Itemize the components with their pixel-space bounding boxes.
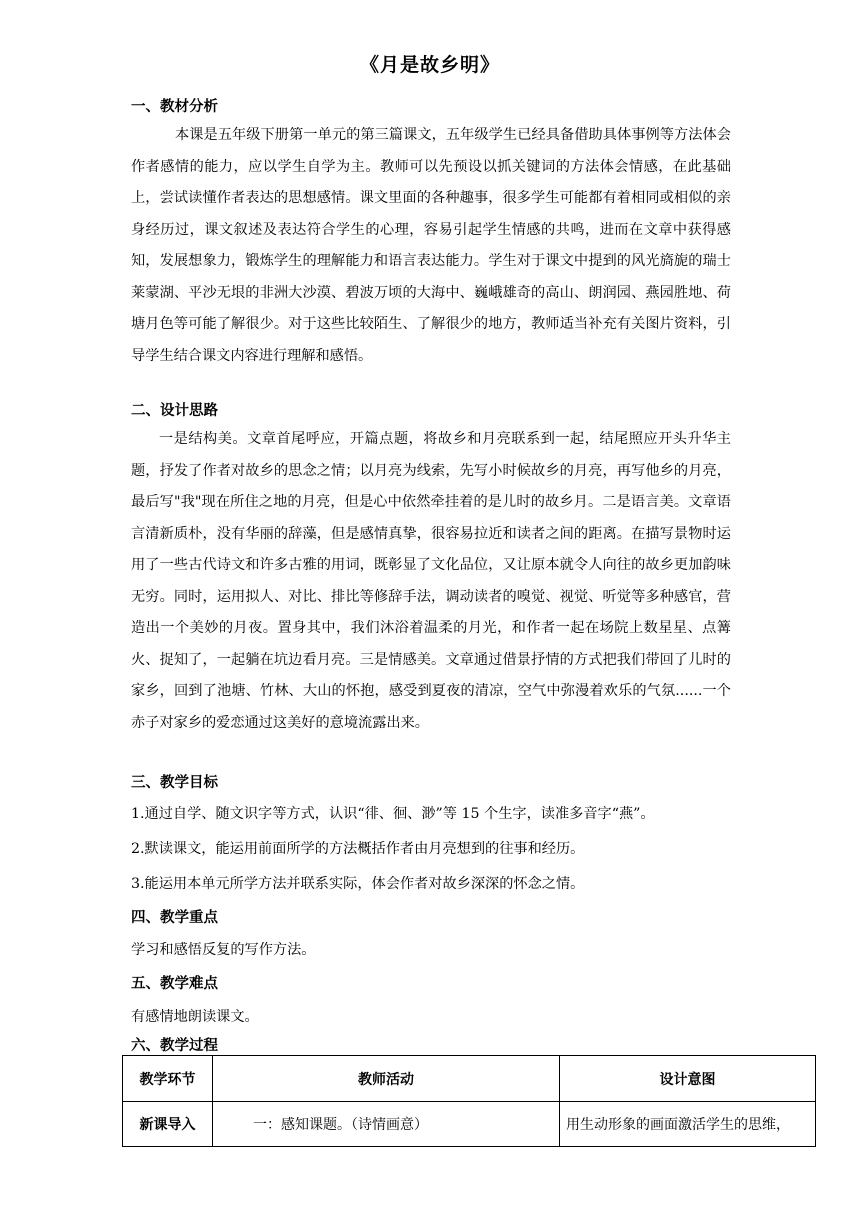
teaching-process-table: [122, 1055, 816, 1147]
section-heading-objectives: 三、教学目标: [131, 775, 218, 791]
section-heading-key-points: 四、教学重点: [131, 910, 218, 926]
table-header-teacher-activity: 教师活动: [213, 1056, 560, 1102]
section-heading-difficulties: 五、教学难点: [131, 976, 218, 992]
table-cell-teacher-activity: 一：感知课题。（诗情画意）: [213, 1102, 560, 1147]
table-header-design-intent: 设计意图: [560, 1056, 816, 1102]
table-header-row: [123, 1056, 816, 1102]
document-title: 《月是故乡明》: [359, 54, 500, 76]
objective-item-3: 3.能运用本单元所学方法并联系实际，体会作者对故乡深深的怀念之情。: [131, 876, 585, 892]
key-points-text: 学习和感悟反复的写作方法。: [131, 942, 316, 958]
table-cell-stage: 新课导入: [123, 1102, 213, 1147]
section-heading-analysis: 一、教材分析: [131, 99, 218, 115]
objective-item-2: 2.默读课文，能运用前面所学的方法概括作者由月亮想到的往事和经历。: [131, 841, 585, 857]
table-row: [123, 1102, 816, 1147]
section-heading-process: 六、教学过程: [131, 1038, 218, 1054]
table-cell-design-intent: 用生动形象的画面激活学生的思维，: [560, 1102, 816, 1147]
objective-item-1: 1.通过自学、随文识字等方式，认识“徘、徊、渺”等 15 个生字，读准多音字“燕”。: [131, 806, 655, 822]
paragraph-analysis: 本课是五年级下册第一单元的第三篇课文，五年级学生已经具备借助具体事例等方法体会作者感情的能力，应以学生自学为主。教师可以先预设以抓关键词的方法体会情感，在此基础上，尝试读懂作者表达的思想感情。课文里面的各种趣事，很多学生可能都有着相同或相似的亲身经历过，课文叙述及表达符合学生的心理，容易引起学生情感的共鸣，进而在文章中获得感知，发展想象力，锻炼学生的理解能力和语言表达能力。学生对于课文中提到的风光旖旎的瑞士莱蒙湖、平沙无垠的非洲大沙漠、碧波万顷的大海中、巍峨雄奇的高山、朗润园、燕园胜地、荷塘月色等可能了解很少。对于这些比较陌生、了解很少的地方，教师适当补充有关图片资料，引导学生结合课文内容进行理解和感悟。: [131, 127, 731, 364]
section-heading-design: 二、设计思路: [131, 403, 218, 419]
paragraph-design: 一是结构美。文章首尾呼应，开篇点题，将故乡和月亮联系到一起，结尾照应开头升华主题，抒发了作者对故乡的思念之情；以月亮为线索，先写小时候故乡的月亮，再写他乡的月亮，最后写"我"现在所住之地的月亮，但是心中依然牵挂着的是儿时的故乡月。二是语言美。文章语言清新质朴，没有华丽的辞藻，但是感情真挚，很容易拉近和读者之间的距离。在描写景物时运用了一些古代诗文和许多古雅的用词，既彰显了文化品位，又让原本就令人向往的故乡更加韵味无穷。同时，运用拟人、对比、排比等修辞手法，调动读者的嗅觉、视觉、听觉等多种感官，营造出一个美妙的月夜。置身其中，我们沐浴着温柔的月光，和作者一起在场院上数星星、点篝火、捉知了，一起躺在坑边看月亮。三是情感美。文章通过借景抒情的方式把我们带回了儿时的家乡，回到了池塘、竹林、大山的怀抱，感受到夏夜的清凉，空气中弥漫着欢乐的气氛......一个赤子对家乡的爱恋通过这美好的意境流露出来。: [131, 431, 731, 731]
difficulties-text: 有感情地朗读课文。: [131, 1009, 259, 1025]
table-header-stage: 教学环节: [123, 1056, 213, 1102]
